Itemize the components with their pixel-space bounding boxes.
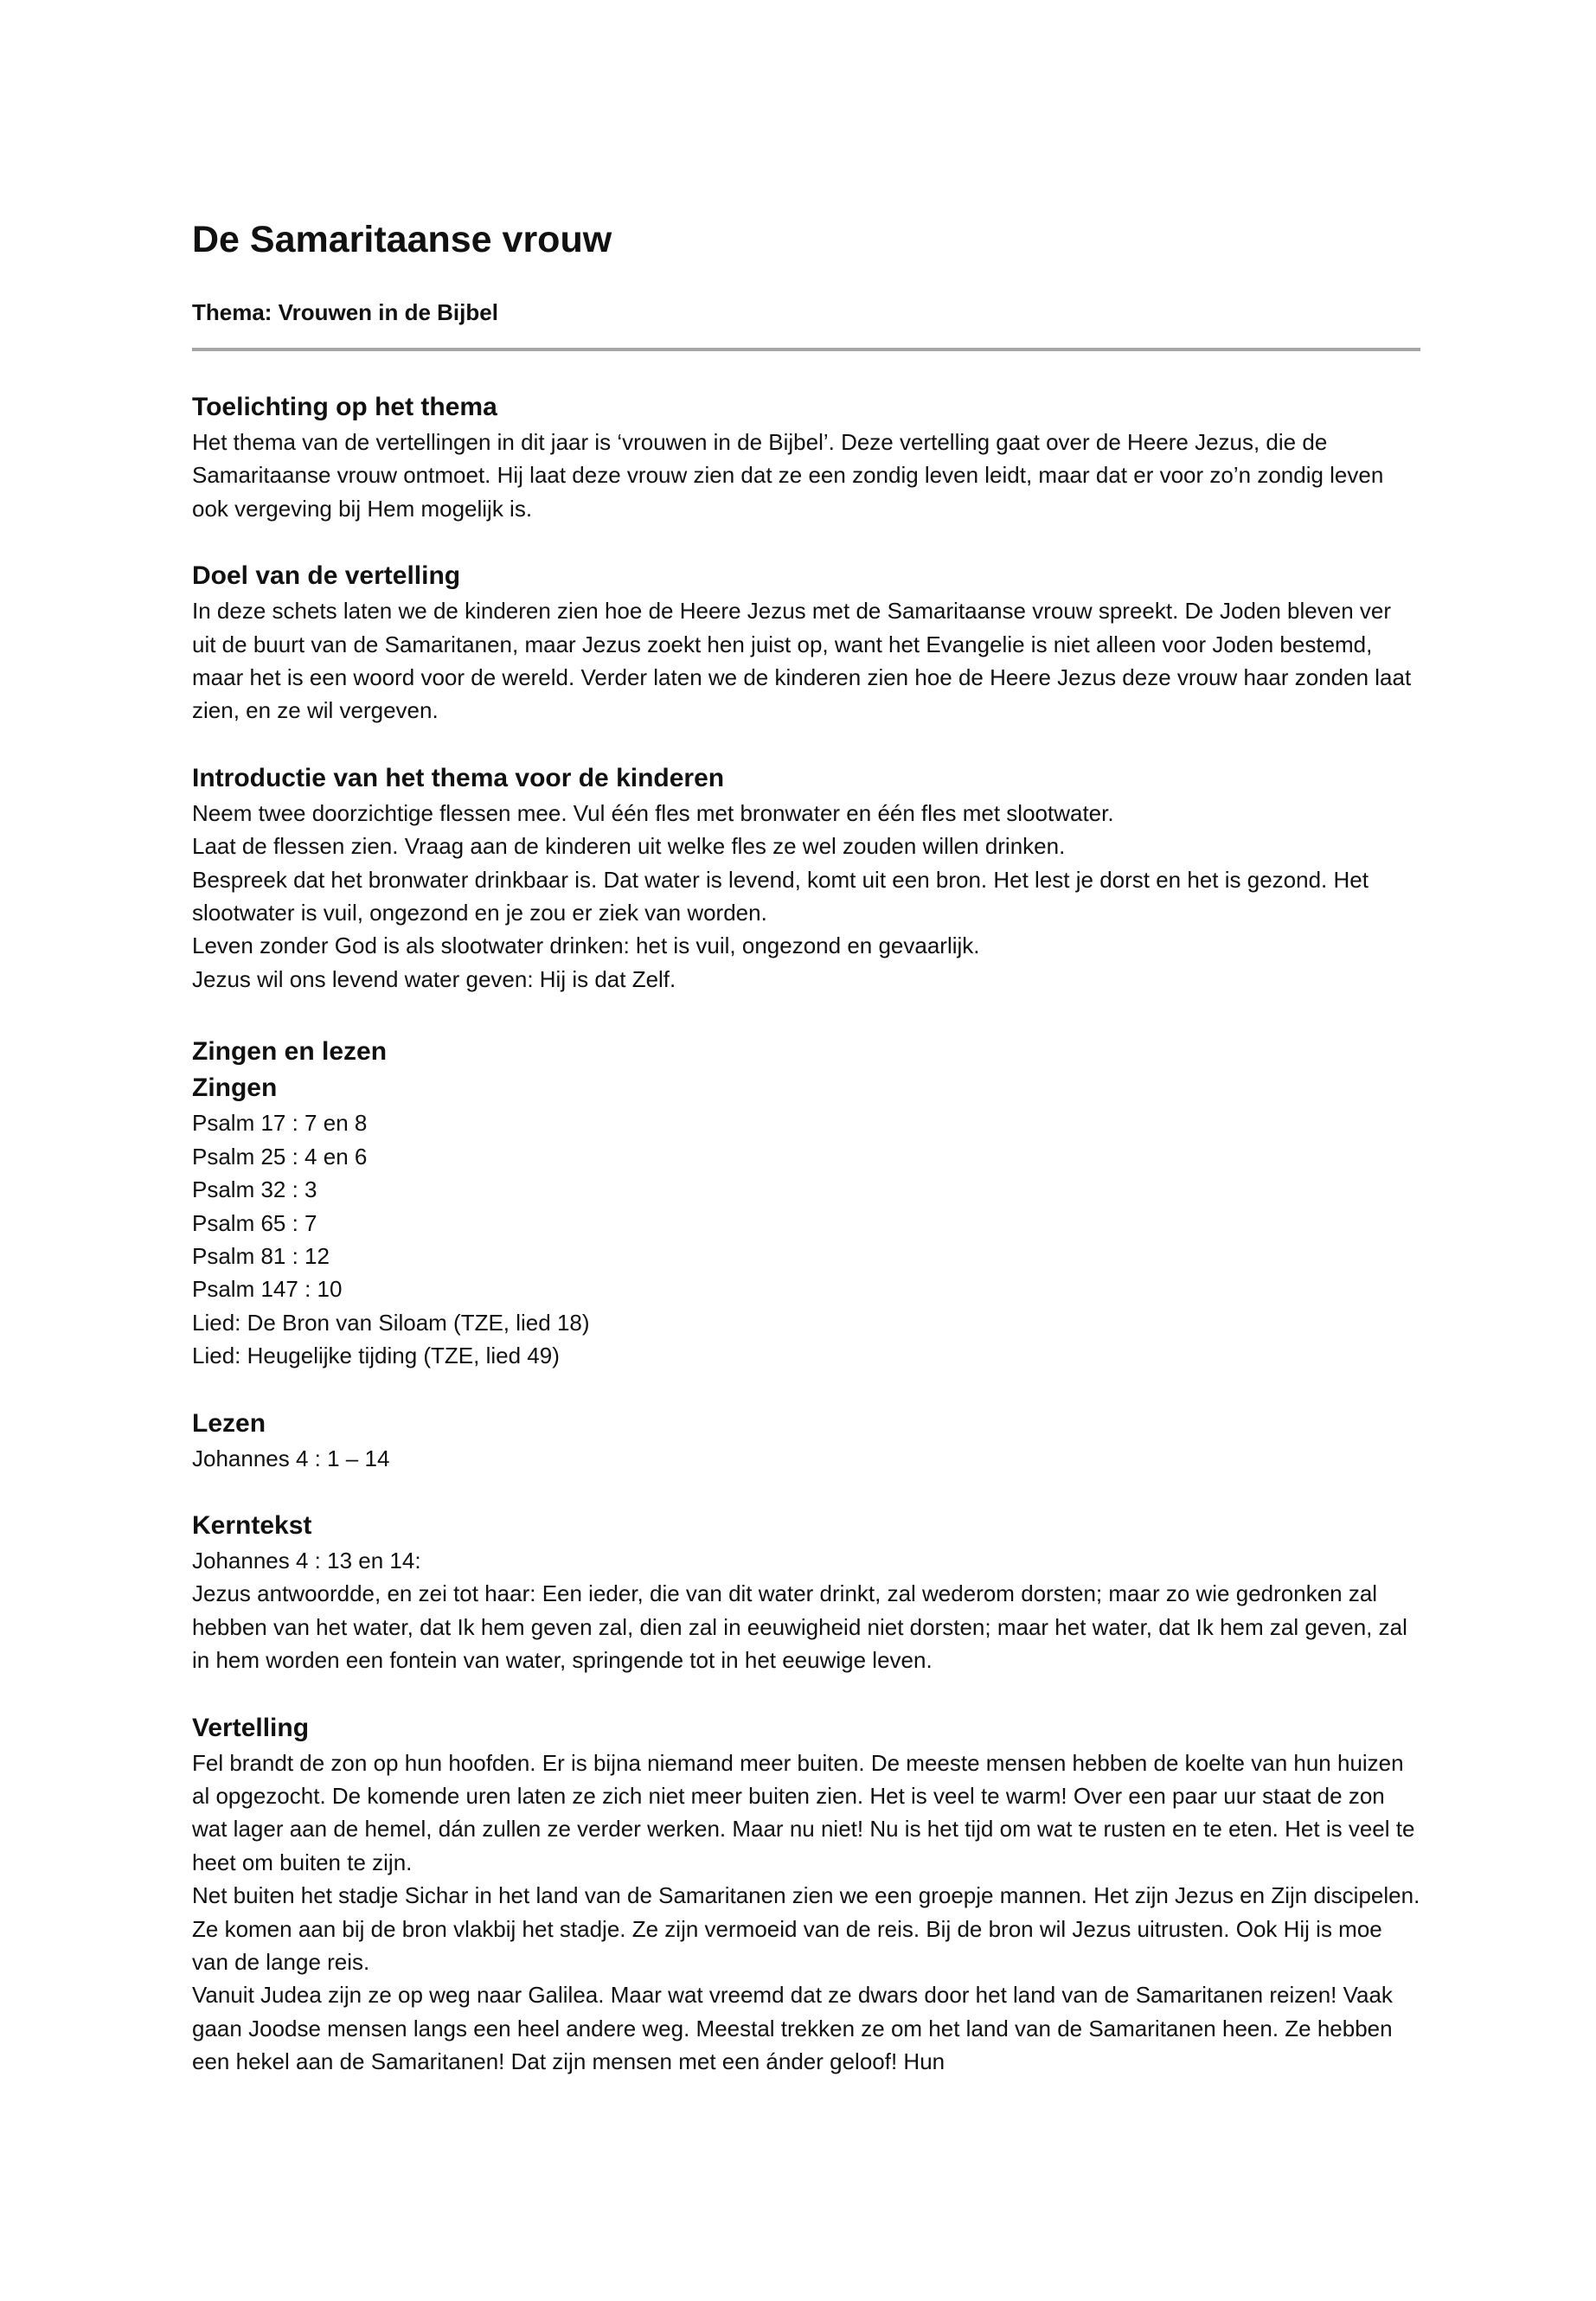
toelichting-text: Het thema van de vertellingen in dit jaar is ‘vrouwen in de Bijbel’. Deze vertelling gaat over de Heere Jezus, die de Samaritaanse vrouw ontmoet. Hij laat deze vrouw zien dat ze een zondig leven leidt, maar dat er voor zo’n zondig leven ook vergeving bij Hem mogelijk is. (192, 429, 1384, 522)
song-item: Psalm 25 : 4 en 6 (192, 1143, 368, 1170)
song-item: Psalm 81 : 12 (192, 1242, 330, 1269)
song-item: Lied: De Bron van Siloam (TZE, lied 18) (192, 1309, 590, 1336)
song-item: Psalm 17 : 7 en 8 (192, 1110, 368, 1137)
kerntekst-text: Jezus antwoordde, en zei tot haar: Een ieder, die van dit water drinkt, zal wederom dorsten; maar zo wie gedronken zal hebben van het water, dat Ik hem geven zal, dien zal in eeuwigheid niet dorsten; maar het water, dat Ik hem zal geven, zal in hem worden een fontein van water, springende tot in het eeuwige leven. (192, 1580, 1407, 1674)
lezen-text: Johannes 4 : 1 – 14 (192, 1445, 390, 1471)
vertelling-paragraph: Net buiten het stadje Sichar in het land van de Samaritanen zien we een groepje mannen. Het zijn Jezus en Zijn discipelen. Ze komen aan bij de bron vlakbij het stadje. Ze zijn vermoeid van de reis. Bij de bron wil Jezus uitrusten. Ook Hij is moe van de lange reis. (192, 1882, 1420, 1975)
kerntekst-reference: Johannes 4 : 13 en 14: (192, 1547, 421, 1574)
introductie-line: Jezus wil ons levend water geven: Hij is dat Zelf. (192, 965, 676, 992)
introductie-line: Laat de flessen zien. Vraag aan de kinderen uit welke fles ze wel zouden willen drinken. (192, 833, 1066, 860)
doel-text: In deze schets laten we de kinderen zien hoe de Heere Jezus met de Samaritaanse vrouw spreekt. De Joden bleven ver uit de buurt van de Samaritanen, maar Jezus zoekt hen juist op, want het Evangelie is niet alleen voor Joden bestemd, maar het is een woord voor de wereld. Verder laten we de kinderen zien hoe de Heere Jezus deze vrouw haar zonden laat zien, en ze wil vergeven. (192, 598, 1412, 724)
vertelling-paragraph: Vanuit Judea zijn ze op weg naar Galilea. Maar wat vreemd dat ze dwars door het land van de Samaritanen reizen! Vaak gaan Joodse mensen langs een heel andere weg. Meestal trekken ze om het land van de Samaritanen heen. Ze hebben een hekel aan de Samaritanen! Dat zijn mensen met een ánder geloof! Hun (192, 1982, 1393, 2075)
vertelling-paragraph: Fel brandt de zon op hun hoofden. Er is bijna niemand meer buiten. De meeste mensen hebben de koelte van hun huizen al opgezocht. De komende uren laten ze zich niet meer buiten zien. Het is veel te warm! Over een paar uur staat de zon wat lager aan de hemel, dán zullen ze verder werken. Maar nu niet! Nu is het tijd om wat te rusten en te eten. Het is veel te heet om buiten te zijn. (192, 1749, 1415, 1875)
document-theme: Thema: Vrouwen in de Bijbel (192, 299, 498, 325)
document-content (192, 215, 1420, 2079)
song-item: Lied: Heugelijke tijding (TZE, lied 49) (192, 1343, 560, 1369)
song-item: Psalm 32 : 3 (192, 1176, 317, 1203)
section-heading-vertelling: Vertelling (192, 1713, 310, 1742)
section-heading-toelichting: Toelichting op het thema (192, 393, 497, 421)
section-heading-kerntekst: Kerntekst (192, 1510, 312, 1540)
section-heading-lezen: Lezen (192, 1408, 266, 1438)
song-item: Psalm 65 : 7 (192, 1209, 317, 1236)
song-item: Psalm 147 : 10 (192, 1276, 343, 1303)
section-heading-zingen-lezen: Zingen en lezen (192, 1037, 388, 1067)
introductie-line: Bespreek dat het bronwater drinkbaar is. Dat water is levend, komt uit een bron. Het lest je dorst en het is gezond. Het slootwater is vuil, ongezond en je zou er ziek van worden. (192, 866, 1368, 926)
introductie-line: Leven zonder God is als slootwater drinken: het is vuil, ongezond en gevaarlijk. (192, 933, 980, 959)
document-title: De Samaritaanse vrouw (192, 219, 612, 260)
introductie-line: Neem twee doorzichtige flessen mee. Vul één fles met bronwater en één fles met slootwater. (192, 799, 1114, 826)
subheading-zingen: Zingen (192, 1074, 278, 1103)
section-heading-doel: Doel van de vertelling (192, 561, 461, 591)
section-heading-introductie: Introductie van het thema voor de kinderen (192, 763, 725, 792)
